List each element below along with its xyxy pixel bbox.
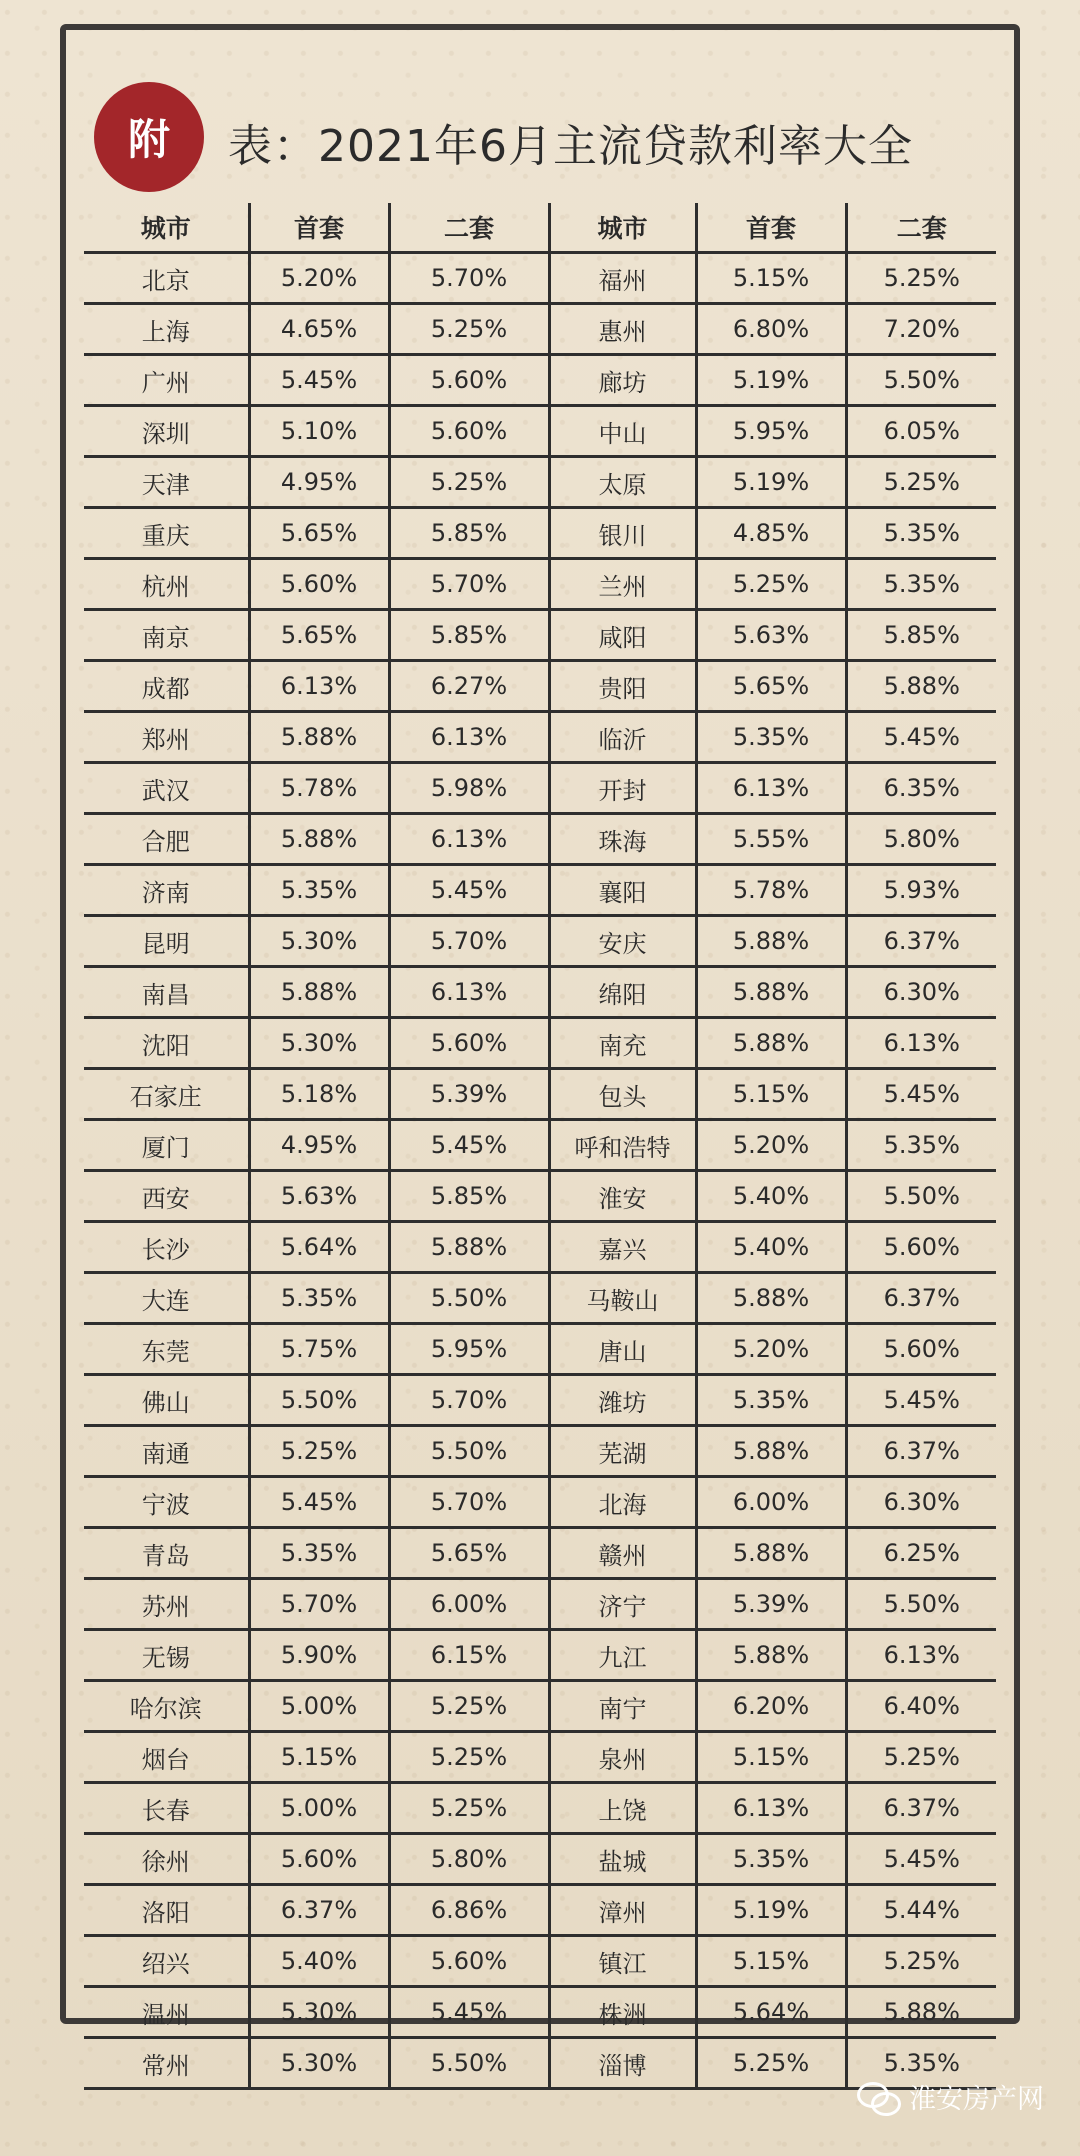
city-left: 北京 [84,253,249,304]
first-home-rate-left: 5.65% [249,610,389,661]
table-row [84,1630,996,1681]
first-home-rate-left: 5.25% [249,1426,389,1477]
city-left: 深圳 [84,406,249,457]
first-home-rate-left: 4.95% [249,457,389,508]
first-home-rate-right: 5.63% [696,610,846,661]
first-home-rate-right: 5.55% [696,814,846,865]
second-home-rate-left: 5.85% [389,508,549,559]
city-right: 银川 [549,508,696,559]
second-home-rate-left: 5.45% [389,1987,549,2038]
second-home-rate-right: 5.25% [846,1936,996,1987]
table-row [84,1426,996,1477]
second-home-rate-left: 5.80% [389,1834,549,1885]
city-right: 赣州 [549,1528,696,1579]
header-first-home-right: 首套 [696,203,846,253]
city-left: 南京 [84,610,249,661]
first-home-rate-left: 6.37% [249,1885,389,1936]
second-home-rate-left: 5.95% [389,1324,549,1375]
table-row [84,814,996,865]
city-right: 福州 [549,253,696,304]
second-home-rate-left: 6.13% [389,967,549,1018]
second-home-rate-right: 5.25% [846,253,996,304]
city-right: 淮安 [549,1171,696,1222]
city-right: 嘉兴 [549,1222,696,1273]
city-right: 济宁 [549,1579,696,1630]
second-home-rate-right: 5.80% [846,814,996,865]
first-home-rate-left: 5.15% [249,1732,389,1783]
first-home-rate-left: 5.00% [249,1783,389,1834]
first-home-rate-right: 6.13% [696,763,846,814]
second-home-rate-left: 6.13% [389,712,549,763]
city-left: 大连 [84,1273,249,1324]
second-home-rate-right: 5.50% [846,355,996,406]
city-left: 合肥 [84,814,249,865]
second-home-rate-right: 5.85% [846,610,996,661]
second-home-rate-right: 6.37% [846,916,996,967]
first-home-rate-right: 5.88% [696,1630,846,1681]
city-left: 南通 [84,1426,249,1477]
second-home-rate-left: 5.85% [389,610,549,661]
second-home-rate-left: 5.50% [389,2038,549,2089]
second-home-rate-left: 5.60% [389,1936,549,1987]
header-city-left: 城市 [84,203,249,253]
first-home-rate-right: 5.40% [696,1171,846,1222]
second-home-rate-left: 5.88% [389,1222,549,1273]
first-home-rate-right: 5.15% [696,1069,846,1120]
first-home-rate-right: 4.85% [696,508,846,559]
first-home-rate-right: 5.88% [696,967,846,1018]
second-home-rate-left: 5.70% [389,1375,549,1426]
first-home-rate-left: 4.65% [249,304,389,355]
second-home-rate-left: 5.45% [389,1120,549,1171]
table-row [84,1120,996,1171]
table-row [84,1579,996,1630]
first-home-rate-right: 5.88% [696,1273,846,1324]
first-home-rate-right: 5.95% [696,406,846,457]
interest-rate-table [84,203,996,2090]
table-row [84,1324,996,1375]
city-right: 贵阳 [549,661,696,712]
second-home-rate-right: 5.60% [846,1324,996,1375]
second-home-rate-left: 5.45% [389,865,549,916]
second-home-rate-right: 5.50% [846,1171,996,1222]
second-home-rate-left: 5.25% [389,457,549,508]
city-right: 惠州 [549,304,696,355]
city-left: 石家庄 [84,1069,249,1120]
second-home-rate-right: 6.13% [846,1630,996,1681]
appendix-badge: 附 [94,82,204,192]
city-right: 唐山 [549,1324,696,1375]
first-home-rate-left: 5.60% [249,1834,389,1885]
second-home-rate-left: 5.25% [389,304,549,355]
second-home-rate-right: 5.88% [846,661,996,712]
first-home-rate-left: 5.60% [249,559,389,610]
first-home-rate-left: 5.20% [249,253,389,304]
city-left: 沈阳 [84,1018,249,1069]
table-row [84,508,996,559]
table-header-row [84,203,996,253]
table-row [84,1477,996,1528]
first-home-rate-left: 5.35% [249,865,389,916]
city-right: 包头 [549,1069,696,1120]
first-home-rate-right: 5.35% [696,712,846,763]
first-home-rate-right: 5.64% [696,1987,846,2038]
table-row [84,1885,996,1936]
second-home-rate-right: 5.45% [846,1834,996,1885]
first-home-rate-right: 5.88% [696,1018,846,1069]
city-right: 上饶 [549,1783,696,1834]
second-home-rate-right: 5.45% [846,712,996,763]
second-home-rate-left: 6.86% [389,1885,549,1936]
first-home-rate-left: 5.45% [249,355,389,406]
first-home-rate-left: 5.40% [249,1936,389,1987]
table-row [84,865,996,916]
second-home-rate-right: 6.40% [846,1681,996,1732]
city-left: 绍兴 [84,1936,249,1987]
header-first-home-left: 首套 [249,203,389,253]
second-home-rate-right: 5.35% [846,508,996,559]
city-right: 太原 [549,457,696,508]
second-home-rate-right: 7.20% [846,304,996,355]
first-home-rate-right: 5.25% [696,559,846,610]
table-row [84,1783,996,1834]
watermark [857,2077,1044,2116]
city-right: 中山 [549,406,696,457]
city-left: 济南 [84,865,249,916]
table-row [84,457,996,508]
first-home-rate-right: 6.13% [696,1783,846,1834]
city-right: 淄博 [549,2038,696,2089]
first-home-rate-left: 5.88% [249,967,389,1018]
city-left: 昆明 [84,916,249,967]
second-home-rate-left: 6.13% [389,814,549,865]
city-right: 咸阳 [549,610,696,661]
city-left: 郑州 [84,712,249,763]
city-left: 广州 [84,355,249,406]
first-home-rate-right: 5.15% [696,1732,846,1783]
second-home-rate-right: 5.93% [846,865,996,916]
table-row [84,967,996,1018]
second-home-rate-left: 5.70% [389,559,549,610]
first-home-rate-left: 5.45% [249,1477,389,1528]
first-home-rate-left: 5.30% [249,2038,389,2089]
second-home-rate-right: 6.30% [846,967,996,1018]
second-home-rate-left: 5.70% [389,253,549,304]
city-left: 宁波 [84,1477,249,1528]
second-home-rate-right: 6.13% [846,1018,996,1069]
second-home-rate-left: 5.60% [389,406,549,457]
city-left: 东莞 [84,1324,249,1375]
table-row [84,559,996,610]
first-home-rate-left: 5.75% [249,1324,389,1375]
first-home-rate-left: 6.13% [249,661,389,712]
second-home-rate-right: 5.88% [846,1987,996,2038]
table-row [84,304,996,355]
first-home-rate-right: 6.80% [696,304,846,355]
second-home-rate-left: 5.70% [389,1477,549,1528]
city-right: 襄阳 [549,865,696,916]
city-left: 长沙 [84,1222,249,1273]
city-left: 哈尔滨 [84,1681,249,1732]
city-right: 盐城 [549,1834,696,1885]
table-row [84,763,996,814]
table-row [84,1069,996,1120]
second-home-rate-left: 5.65% [389,1528,549,1579]
second-home-rate-left: 6.27% [389,661,549,712]
first-home-rate-left: 5.30% [249,1987,389,2038]
city-left: 洛阳 [84,1885,249,1936]
table-row [84,661,996,712]
first-home-rate-right: 5.19% [696,457,846,508]
first-home-rate-right: 5.20% [696,1120,846,1171]
first-home-rate-right: 5.88% [696,916,846,967]
table-row [84,1375,996,1426]
first-home-rate-left: 5.88% [249,712,389,763]
first-home-rate-left: 5.10% [249,406,389,457]
table-row [84,1936,996,1987]
header-second-home-left: 二套 [389,203,549,253]
second-home-rate-left: 6.00% [389,1579,549,1630]
second-home-rate-right: 6.37% [846,1426,996,1477]
table-row [84,355,996,406]
first-home-rate-right: 5.15% [696,253,846,304]
first-home-rate-right: 6.00% [696,1477,846,1528]
header-second-home-right: 二套 [846,203,996,253]
city-right: 株洲 [549,1987,696,2038]
city-right: 南充 [549,1018,696,1069]
first-home-rate-right: 5.78% [696,865,846,916]
table-row [84,1528,996,1579]
first-home-rate-right: 5.39% [696,1579,846,1630]
first-home-rate-right: 5.25% [696,2038,846,2089]
second-home-rate-left: 5.39% [389,1069,549,1120]
city-right: 廊坊 [549,355,696,406]
table-row [84,712,996,763]
second-home-rate-right: 5.25% [846,457,996,508]
second-home-rate-right: 5.44% [846,1885,996,1936]
second-home-rate-right: 6.30% [846,1477,996,1528]
second-home-rate-left: 5.50% [389,1273,549,1324]
table-row [84,1018,996,1069]
second-home-rate-right: 6.35% [846,763,996,814]
city-left: 佛山 [84,1375,249,1426]
city-right: 珠海 [549,814,696,865]
second-home-rate-right: 5.35% [846,559,996,610]
table-row [84,610,996,661]
second-home-rate-left: 5.85% [389,1171,549,1222]
city-left: 苏州 [84,1579,249,1630]
table-row [84,1222,996,1273]
first-home-rate-right: 5.35% [696,1834,846,1885]
first-home-rate-right: 5.88% [696,1426,846,1477]
city-right: 泉州 [549,1732,696,1783]
first-home-rate-left: 5.50% [249,1375,389,1426]
first-home-rate-left: 5.64% [249,1222,389,1273]
table-row [84,406,996,457]
first-home-rate-left: 4.95% [249,1120,389,1171]
city-right: 绵阳 [549,967,696,1018]
second-home-rate-right: 5.35% [846,1120,996,1171]
city-right: 镇江 [549,1936,696,1987]
second-home-rate-left: 5.60% [389,1018,549,1069]
table-row [84,1273,996,1324]
first-home-rate-left: 5.78% [249,763,389,814]
first-home-rate-left: 5.35% [249,1528,389,1579]
second-home-rate-left: 5.70% [389,916,549,967]
second-home-rate-right: 6.37% [846,1783,996,1834]
city-right: 漳州 [549,1885,696,1936]
city-right: 开封 [549,763,696,814]
city-left: 温州 [84,1987,249,2038]
city-right: 芜湖 [549,1426,696,1477]
city-left: 青岛 [84,1528,249,1579]
city-left: 无锡 [84,1630,249,1681]
watermark-text: 淮安房产网 [909,2084,1044,2115]
city-left: 长春 [84,1783,249,1834]
first-home-rate-right: 5.88% [696,1528,846,1579]
first-home-rate-left: 5.30% [249,1018,389,1069]
city-right: 呼和浩特 [549,1120,696,1171]
city-left: 南昌 [84,967,249,1018]
city-left: 重庆 [84,508,249,559]
second-home-rate-left: 5.50% [389,1426,549,1477]
city-right: 九江 [549,1630,696,1681]
second-home-rate-left: 5.25% [389,1732,549,1783]
city-left: 成都 [84,661,249,712]
table-row [84,1987,996,2038]
second-home-rate-right: 5.35% [846,2038,996,2089]
second-home-rate-right: 6.37% [846,1273,996,1324]
city-left: 烟台 [84,1732,249,1783]
city-left: 常州 [84,2038,249,2089]
first-home-rate-right: 5.19% [696,1885,846,1936]
city-right: 安庆 [549,916,696,967]
wechat-icon [857,2080,901,2114]
second-home-rate-right: 5.45% [846,1069,996,1120]
table-row [84,916,996,967]
second-home-rate-left: 5.60% [389,355,549,406]
second-home-rate-right: 5.25% [846,1732,996,1783]
first-home-rate-left: 5.90% [249,1630,389,1681]
first-home-rate-left: 5.35% [249,1273,389,1324]
second-home-rate-right: 5.50% [846,1579,996,1630]
first-home-rate-left: 5.63% [249,1171,389,1222]
city-right: 马鞍山 [549,1273,696,1324]
second-home-rate-right: 6.25% [846,1528,996,1579]
first-home-rate-left: 5.30% [249,916,389,967]
first-home-rate-right: 5.20% [696,1324,846,1375]
first-home-rate-left: 5.18% [249,1069,389,1120]
city-left: 西安 [84,1171,249,1222]
city-right: 南宁 [549,1681,696,1732]
page-title: 表：2021年6月主流贷款利率大全 [228,121,913,172]
first-home-rate-left: 5.88% [249,814,389,865]
first-home-rate-right: 5.35% [696,1375,846,1426]
first-home-rate-right: 5.19% [696,355,846,406]
city-right: 北海 [549,1477,696,1528]
city-right: 潍坊 [549,1375,696,1426]
city-right: 兰州 [549,559,696,610]
city-right: 临沂 [549,712,696,763]
first-home-rate-right: 5.15% [696,1936,846,1987]
table-row [84,1834,996,1885]
city-left: 天津 [84,457,249,508]
table-row [84,253,996,304]
table-row [84,1732,996,1783]
first-home-rate-right: 5.65% [696,661,846,712]
second-home-rate-left: 5.25% [389,1681,549,1732]
city-left: 厦门 [84,1120,249,1171]
first-home-rate-right: 6.20% [696,1681,846,1732]
header-city-right: 城市 [549,203,696,253]
second-home-rate-right: 5.45% [846,1375,996,1426]
city-left: 上海 [84,304,249,355]
second-home-rate-right: 6.05% [846,406,996,457]
second-home-rate-left: 5.25% [389,1783,549,1834]
first-home-rate-left: 5.70% [249,1579,389,1630]
first-home-rate-right: 5.40% [696,1222,846,1273]
table-row [84,1171,996,1222]
first-home-rate-left: 5.00% [249,1681,389,1732]
city-left: 杭州 [84,559,249,610]
city-left: 武汉 [84,763,249,814]
table-row [84,1681,996,1732]
second-home-rate-left: 5.98% [389,763,549,814]
first-home-rate-left: 5.65% [249,508,389,559]
second-home-rate-right: 5.60% [846,1222,996,1273]
city-left: 徐州 [84,1834,249,1885]
second-home-rate-left: 6.15% [389,1630,549,1681]
